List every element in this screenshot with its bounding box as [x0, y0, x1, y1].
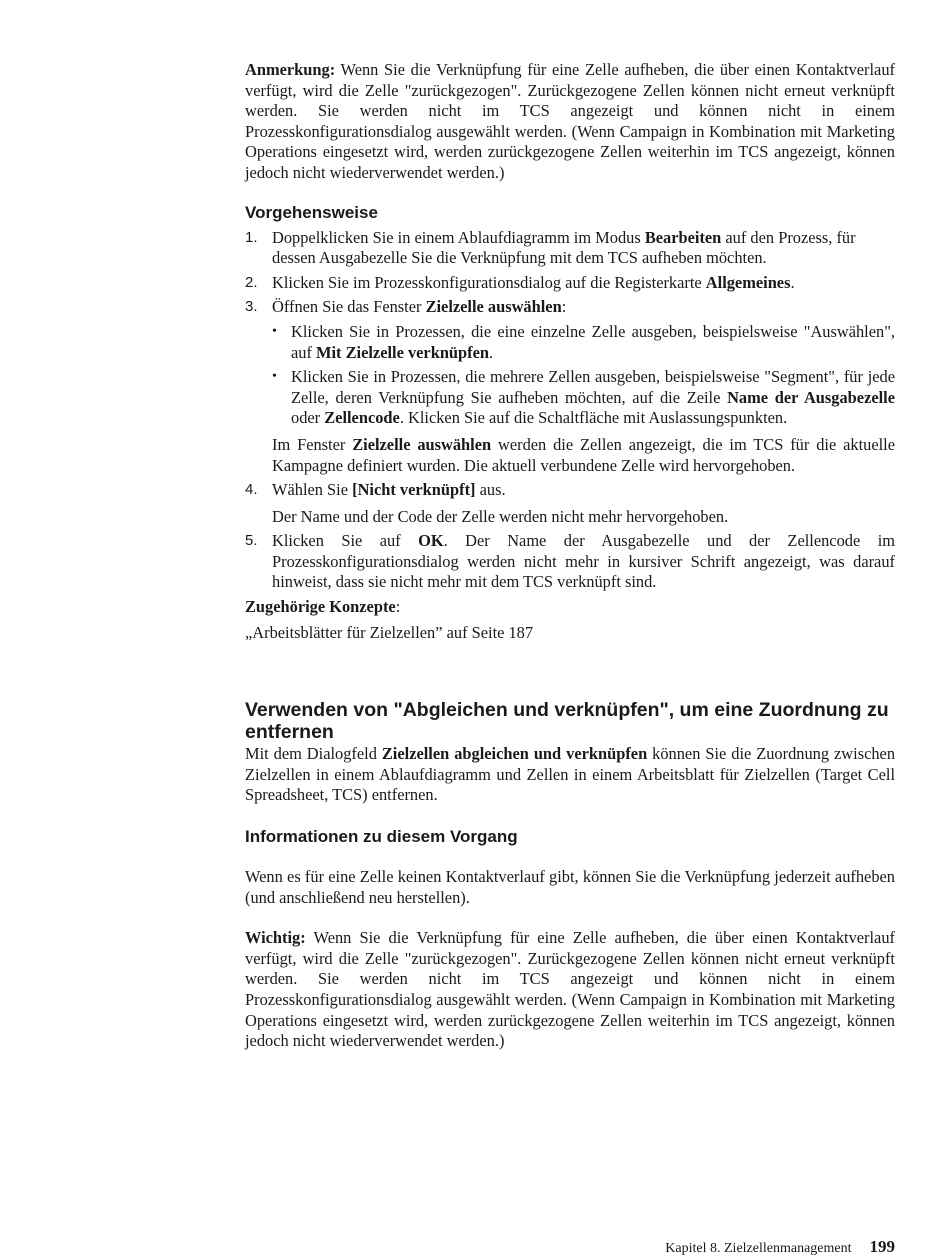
related-concepts-label	[245, 597, 895, 618]
bullet-dot: •	[272, 369, 277, 385]
step-text	[272, 273, 895, 294]
step-2	[245, 273, 895, 294]
step-5	[245, 531, 895, 593]
text: . Klicken Sie auf die Schaltfläche mit Auslassungspunkten.	[399, 408, 788, 428]
chapter-title: Kapitel 8. Zielzellenmanagement	[665, 1241, 852, 1256]
ui-term: OK	[418, 531, 444, 551]
about-heading: Informationen zu diesem Vorgang	[245, 827, 518, 847]
ui-term: Zellencode	[324, 408, 400, 428]
step-number: 5.	[245, 532, 258, 550]
note-label: Anmerkung:	[245, 60, 336, 79]
step-number: 1.	[245, 228, 258, 246]
step-3-bullets	[272, 322, 895, 429]
procedure-steps	[245, 228, 895, 594]
text: Klicken Sie in Prozessen, die mehrere Zellen ausgeben, beispielsweise "Segment", für jede Zelle, deren Verknüpfung Sie aufheben möchten, auf die Zeile	[291, 367, 895, 407]
step-number: 2.	[245, 273, 258, 291]
ui-term: Bearbeiten	[644, 227, 722, 247]
ui-term: Mit Zielzelle verknüpfen	[316, 342, 490, 362]
bullet-dot: •	[272, 323, 277, 339]
text: .	[489, 342, 494, 362]
step-body	[272, 297, 895, 476]
step-3	[245, 297, 895, 476]
bullet-2	[272, 367, 895, 429]
text: oder	[291, 408, 325, 428]
text: Wählen Sie	[272, 480, 353, 500]
ui-term: Zielzellen abgleichen und verknüpfen	[381, 744, 648, 764]
ui-term: Name der Ausgabezelle	[727, 387, 896, 407]
step-4-result: Der Name und der Code der Zelle werden nicht mehr hervorgehoben.	[272, 506, 729, 526]
important-paragraph	[245, 928, 895, 1052]
page-content	[245, 60, 895, 1052]
step-text	[272, 480, 895, 501]
text: Im Fenster	[272, 434, 353, 454]
text: aus.	[475, 480, 506, 500]
text: Klicken Sie in Prozessen, die eine einzelne Zelle ausgeben, beispielsweise "Auswählen", auf	[291, 321, 895, 362]
ui-term: [Nicht verknüpft]	[352, 480, 476, 500]
section-title: Verwenden von "Abgleichen und verknüpfen", um eine Zuordnung zu entfernen	[245, 699, 889, 744]
section-intro	[245, 744, 895, 806]
step-text	[272, 531, 895, 593]
text: .	[790, 272, 795, 292]
important-label: Wichtig:	[245, 928, 306, 948]
ui-term: Allgemeines	[705, 272, 791, 292]
bullet-text	[291, 367, 895, 429]
step-text	[272, 228, 895, 269]
step-body	[272, 480, 895, 527]
note-text: Wenn Sie die Verknüpfung für eine Zelle aufheben, die über einen Kontaktverlauf verfügt, wird die Zelle "zurückgezogen". Zurückgezogene Zellen können nicht erneut verknüpft werden. Sie werden nicht im TCS angezeigt und können nicht in einem Prozesskonfigurationsdialog ausgewählt werden. (Wenn Campaign in Kombination mit Marketing Operations eingesetzt wird, werden zurückgezogene Zellen weiterhin im TCS angezeigt, können jedoch nicht wiederverwendet werden.)	[245, 60, 895, 182]
text: Klicken Sie auf	[272, 531, 419, 551]
text: Zugehörige Konzepte	[245, 597, 396, 617]
text: :	[561, 297, 567, 317]
bullet-text	[291, 322, 895, 363]
text: können Sie die Zuordnung zwischen Zielzellen in einem Ablaufdiagramm und Zellen in einem Arbeitsblatt für Zielzellen (Target Cell Spreadsheet, TCS) entfernen.	[245, 744, 896, 805]
text: Klicken Sie im Prozesskonfigurationsdialog auf die Registerkarte	[272, 272, 706, 292]
page-number: 199	[869, 1237, 895, 1256]
related-concept-link[interactable]: „Arbeitsblätter für Zielzellen” auf Seite 187	[245, 622, 534, 642]
text: . Der Name der Ausgabezelle und der Zellencode im Prozesskonfigurationsdialog werden nicht mehr in kursiver Schrift angezeigt, was darauf hinweist, dass sie nicht mehr mit dem TCS verknüpft sind.	[272, 531, 895, 592]
text: Doppelklicken Sie in einem Ablaufdiagramm im Modus	[272, 227, 645, 247]
step-1	[245, 228, 895, 269]
bullet-1	[272, 322, 895, 363]
step-4	[245, 480, 895, 527]
text: Öffnen Sie das Fenster	[272, 297, 426, 317]
text: :	[395, 597, 401, 617]
ui-term: Zielzelle auswählen	[352, 434, 492, 454]
important-text: Wenn Sie die Verknüpfung für eine Zelle aufheben, die über einen Kontaktverlauf verfügt, wird die Zelle "zurückgezogen". Zurückgezogene Zellen können nicht erneut verknüpft werden. Sie werden nicht im TCS angezeigt und können nicht in einem Prozesskonfigurationsdialog ausgewählt werden. (Wenn Campaign in Kombination mit Marketing Operations eingesetzt wird, werden zurückgezogene Zellen weiterhin im TCS angezeigt, können jedoch nicht wiederverwendet werden.)	[245, 928, 895, 1051]
step-number: 3.	[245, 298, 258, 316]
ui-term: Zielzelle auswählen	[425, 297, 562, 317]
step-text	[272, 297, 895, 318]
procedure-heading: Vorgehensweise	[245, 202, 378, 222]
text: Mit dem Dialogfeld	[245, 744, 382, 764]
page-footer	[665, 1237, 895, 1257]
step-3-result	[272, 435, 895, 476]
about-text: Wenn es für eine Zelle keinen Kontaktverlauf gibt, können Sie die Verknüpfung jederzeit aufheben (und anschließend neu herstellen).	[245, 867, 895, 907]
text: werden die Zellen angezeigt, die im TCS für die aktuelle Kampagne definiert wurden. Die aktuell verbundene Zelle wird hervorgehoben.	[272, 434, 895, 475]
text: auf den Prozess, für dessen Ausgabezelle Sie die Verknüpfung mit dem TCS aufheben möchten.	[272, 227, 856, 268]
note-paragraph	[245, 60, 895, 184]
step-number: 4.	[245, 481, 258, 499]
